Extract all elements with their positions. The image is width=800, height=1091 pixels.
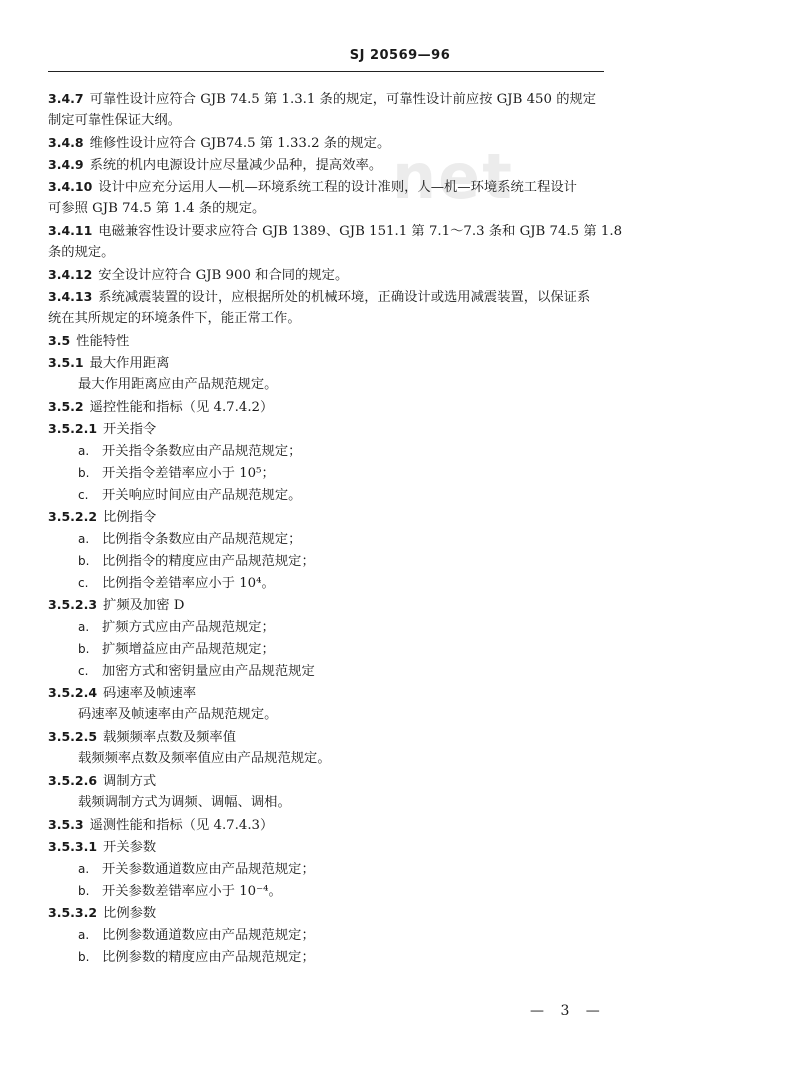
section-3-5: 3.5 性能特性	[48, 333, 130, 349]
clause-3-4-11-cont: 条的规定。	[48, 245, 115, 260]
standard-code: SJ 20569—96	[349, 48, 451, 63]
list-item: c. 比例指令差错率应小于 10⁴。	[78, 576, 275, 591]
list-item: c. 加密方式和密钥量应由产品规范规定	[78, 664, 315, 679]
clause-3-4-11: 3.4.11 电磁兼容性设计要求应符合 GJB 1389、GJB 151.1 第 7.1～7.3 条和 GJB 74.5 第 1.8	[48, 223, 623, 239]
list-item: b. 比例指令的精度应由产品规范规定；	[78, 554, 315, 569]
list-item: a. 开关指令条数应由产品规范规定；	[78, 444, 302, 459]
list-item: a. 比例参数通道数应由产品规范规定；	[78, 928, 315, 943]
clause-3-5-3-2: 3.5.3.2 比例参数	[48, 905, 157, 921]
clause-3-4-8: 3.4.8 维修性设计应符合 GJB74.5 第 1.33.2 条的规定。	[48, 135, 391, 151]
watermark: net	[392, 140, 514, 213]
list-item: b. 开关指令差错率应小于 10⁵；	[78, 466, 275, 481]
clause-3-5-3: 3.5.3 遥测性能和指标（见 4.7.4.3）	[48, 817, 274, 833]
list-item: a. 扩频方式应由产品规范规定；	[78, 620, 275, 635]
clause-3-5-1-body: 最大作用距离应由产品规范规定。	[78, 377, 278, 392]
clause-3-5-2: 3.5.2 遥控性能和指标（见 4.7.4.2）	[48, 399, 274, 415]
list-item: c. 开关响应时间应由产品规范规定。	[78, 488, 302, 503]
clause-3-5-2-4-body: 码速率及帧速率由产品规范规定。	[78, 707, 278, 722]
clause-3-5-2-5-body: 载频频率点数及频率值应由产品规范规定。	[78, 751, 331, 766]
clause-3-5-2-3: 3.5.2.3 扩频及加密 D	[48, 597, 185, 613]
clause-3-4-10-cont: 可参照 GJB 74.5 第 1.4 条的规定。	[48, 201, 266, 216]
document-body	[48, 88, 623, 968]
clause-3-4-9: 3.4.9 系统的机内电源设计应尽量减少品种，提高效率。	[48, 157, 383, 173]
clause-3-4-13: 3.4.13 系统减震装置的设计，应根据所处的机械环境，正确设计或选用减震装置，以保证系	[48, 289, 591, 305]
list-item: a. 开关参数通道数应由产品规范规定；	[78, 862, 315, 877]
clause-3-5-1: 3.5.1 最大作用距离	[48, 355, 170, 371]
clause-3-4-12: 3.4.12 安全设计应符合 GJB 900 和合同的规定。	[48, 267, 349, 283]
list-item: a. 比例指令条数应由产品规范规定；	[78, 532, 302, 547]
clause-3-4-13-cont: 统在其所规定的环境条件下，能正常工作。	[48, 311, 301, 326]
list-item: b. 扩频增益应由产品规范规定；	[78, 642, 275, 657]
list-item: b. 比例参数的精度应由产品规范规定；	[78, 950, 315, 965]
clause-3-5-3-1: 3.5.3.1 开关参数	[48, 839, 157, 855]
clause-3-4-7: 3.4.7 可靠性设计应符合 GJB 74.5 第 1.3.1 条的规定，可靠性设计前应按 GJB 450 的规定	[48, 91, 597, 107]
clause-3-5-2-6: 3.5.2.6 调制方式	[48, 773, 157, 789]
list-item: b. 开关参数差错率应小于 10⁻⁴。	[78, 884, 282, 899]
page-number: — 3 —	[530, 1003, 606, 1019]
clause-3-5-2-5: 3.5.2.5 载频频率点数及频率值	[48, 729, 237, 745]
clause-3-4-7-cont: 制定可靠性保证大纲。	[48, 113, 181, 128]
clause-3-4-10: 3.4.10 设计中应充分运用人—机—环境系统工程的设计准则，人—机—环境系统工程设计	[48, 179, 577, 195]
clause-3-5-2-4: 3.5.2.4 码速率及帧速率	[48, 685, 197, 701]
clause-3-5-2-2: 3.5.2.2 比例指令	[48, 509, 157, 525]
clause-3-5-2-1: 3.5.2.1 开关指令	[48, 421, 157, 437]
clause-3-5-2-6-body: 载频调制方式为调频、调幅、调相。	[78, 795, 291, 810]
header-rule	[48, 71, 604, 72]
